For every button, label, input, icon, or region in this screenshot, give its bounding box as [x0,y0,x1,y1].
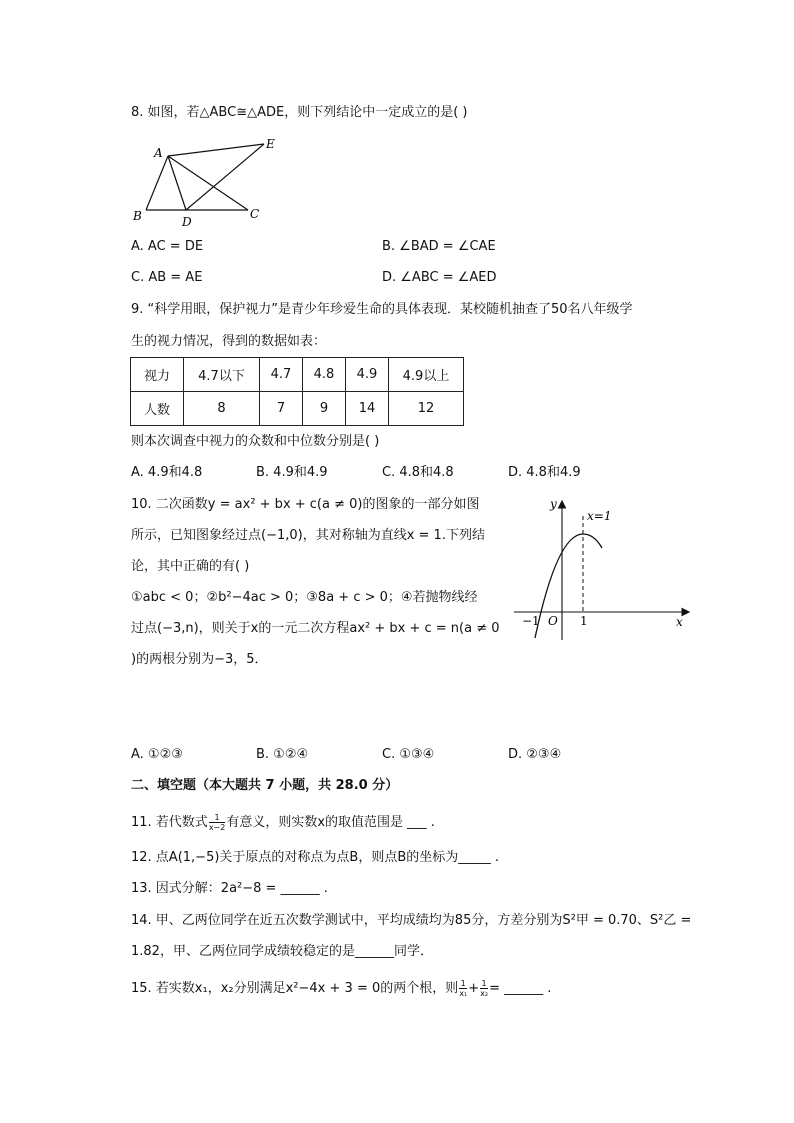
question-14-line1: 14. 甲、乙两位同学在近五次数学测试中，平均成绩均为85分，方差分别为S²甲 = 0.70、S²乙 = [131,913,692,928]
q8-option-b: B. ∠BAD = ∠CAE [382,239,496,254]
q11-pre: 11. 若代数式 [131,815,208,830]
question-10-line5: 过点(−3,n)，则关于x的一元二次方程ax² + bx + c = n(a ≠ 0 [131,621,500,636]
q15-f2-den: x₂ [480,989,489,998]
table-cell: 4.7 [260,358,303,392]
label-D: D [182,215,192,229]
question-10-line4: ①abc < 0；②b²−4ac > 0；③8a + c > 0；④若抛物线经 [131,590,478,605]
q15-fraction-2 [480,979,488,998]
table-row [131,392,464,426]
table-cell: 14 [346,392,389,426]
q15-fraction-1 [459,979,467,998]
table-cell: 8 [184,392,260,426]
table-cell: 4.9以上 [389,358,464,392]
triangle-figure [128,136,288,230]
vision-table [130,357,464,426]
q15-post: = ______ . [489,981,552,996]
question-9-line2: 生的视力情况，得到的数据如表： [131,334,327,349]
label-C: C [250,207,260,221]
q10-option-a: A. ①②③ [131,747,183,762]
question-14-line2: 1.82，甲、乙两位同学成绩较稳定的是______同学． [131,944,433,959]
table-row [131,358,464,392]
table-cell: 人数 [131,392,184,426]
q15-f1-den: x₁ [459,989,468,998]
q10-option-b: B. ①②④ [256,747,309,762]
q8-option-a: A. AC = DE [131,239,204,254]
q11-fraction [209,813,226,832]
question-10-line2: 所示，已知图象经过点(−1,0)，其对称轴为直线x = 1.下列结 [131,528,485,543]
table-cell: 4.9 [346,358,389,392]
q11-post: 有意义，则实数x的取值范围是 ___ . [226,815,435,830]
section-title: 二、填空题（本大题共 7 小题，共 28.0 分） [131,778,399,793]
q11-num: 1 [209,813,226,823]
question-8-stem: 8. 如图，若△ABC≅△ADE，则下列结论中一定成立的是( ) [131,105,468,120]
label-B: B [133,209,142,223]
parabola-graph [512,494,692,644]
neg-one-label: −1 [522,614,540,628]
q10-option-d: D. ②③④ [508,747,562,762]
label-A: A [154,146,163,160]
question-12: 12. 点A(1,−5)关于原点的对称点为点B，则点B的坐标为_____ . [131,850,500,865]
q8-option-d: D. ∠ABC = ∠AED [382,270,497,285]
question-15 [131,979,551,998]
q15-plus: + [468,981,480,996]
q15-f2-num: 1 [481,979,487,988]
table-cell: 9 [303,392,346,426]
question-9-ask: 则本次调查中视力的众数和中位数分别是( ) [131,434,380,449]
question-10-line6: )的两根分别为−3，5． [131,652,268,667]
q15-pre: 15. 若实数x₁，x₂分别满足x²−4x + 3 = 0的两个根，则 [131,981,459,996]
symmetry-axis-label: x=1 [587,509,612,523]
q9-option-b: B. 4.9和4.9 [256,465,328,480]
q10-option-c: C. ①③④ [382,747,435,762]
q9-option-a: A. 4.9和4.8 [131,465,203,480]
q9-option-c: C. 4.8和4.8 [382,465,454,480]
table-cell: 4.7以下 [184,358,260,392]
y-axis-label: y [550,497,557,511]
question-13: 13. 因式分解：2a²−8 = ______ . [131,881,328,896]
question-10-line1: 10. 二次函数y = ax² + bx + c(a ≠ 0)的图象的一部分如图 [131,497,480,512]
one-label: 1 [580,614,588,628]
q8-option-c: C. AB = AE [131,270,203,285]
q9-option-d: D. 4.8和4.9 [508,465,581,480]
question-10-line3: 论，其中正确的有( ) [131,559,250,574]
q11-den: x−2 [208,823,226,832]
table-cell: 视力 [131,358,184,392]
q15-f1-num: 1 [460,979,466,988]
table-cell: 4.8 [303,358,346,392]
table-cell: 7 [260,392,303,426]
question-11 [131,813,435,832]
x-axis-label: x [676,615,683,629]
question-9-line1: 9. “科学用眼，保护视力”是青少年珍爱生命的具体表现．某校随机抽查了50名八年级学 [131,302,633,317]
table-cell: 12 [389,392,464,426]
origin-label: O [548,614,558,628]
label-E: E [266,137,275,151]
